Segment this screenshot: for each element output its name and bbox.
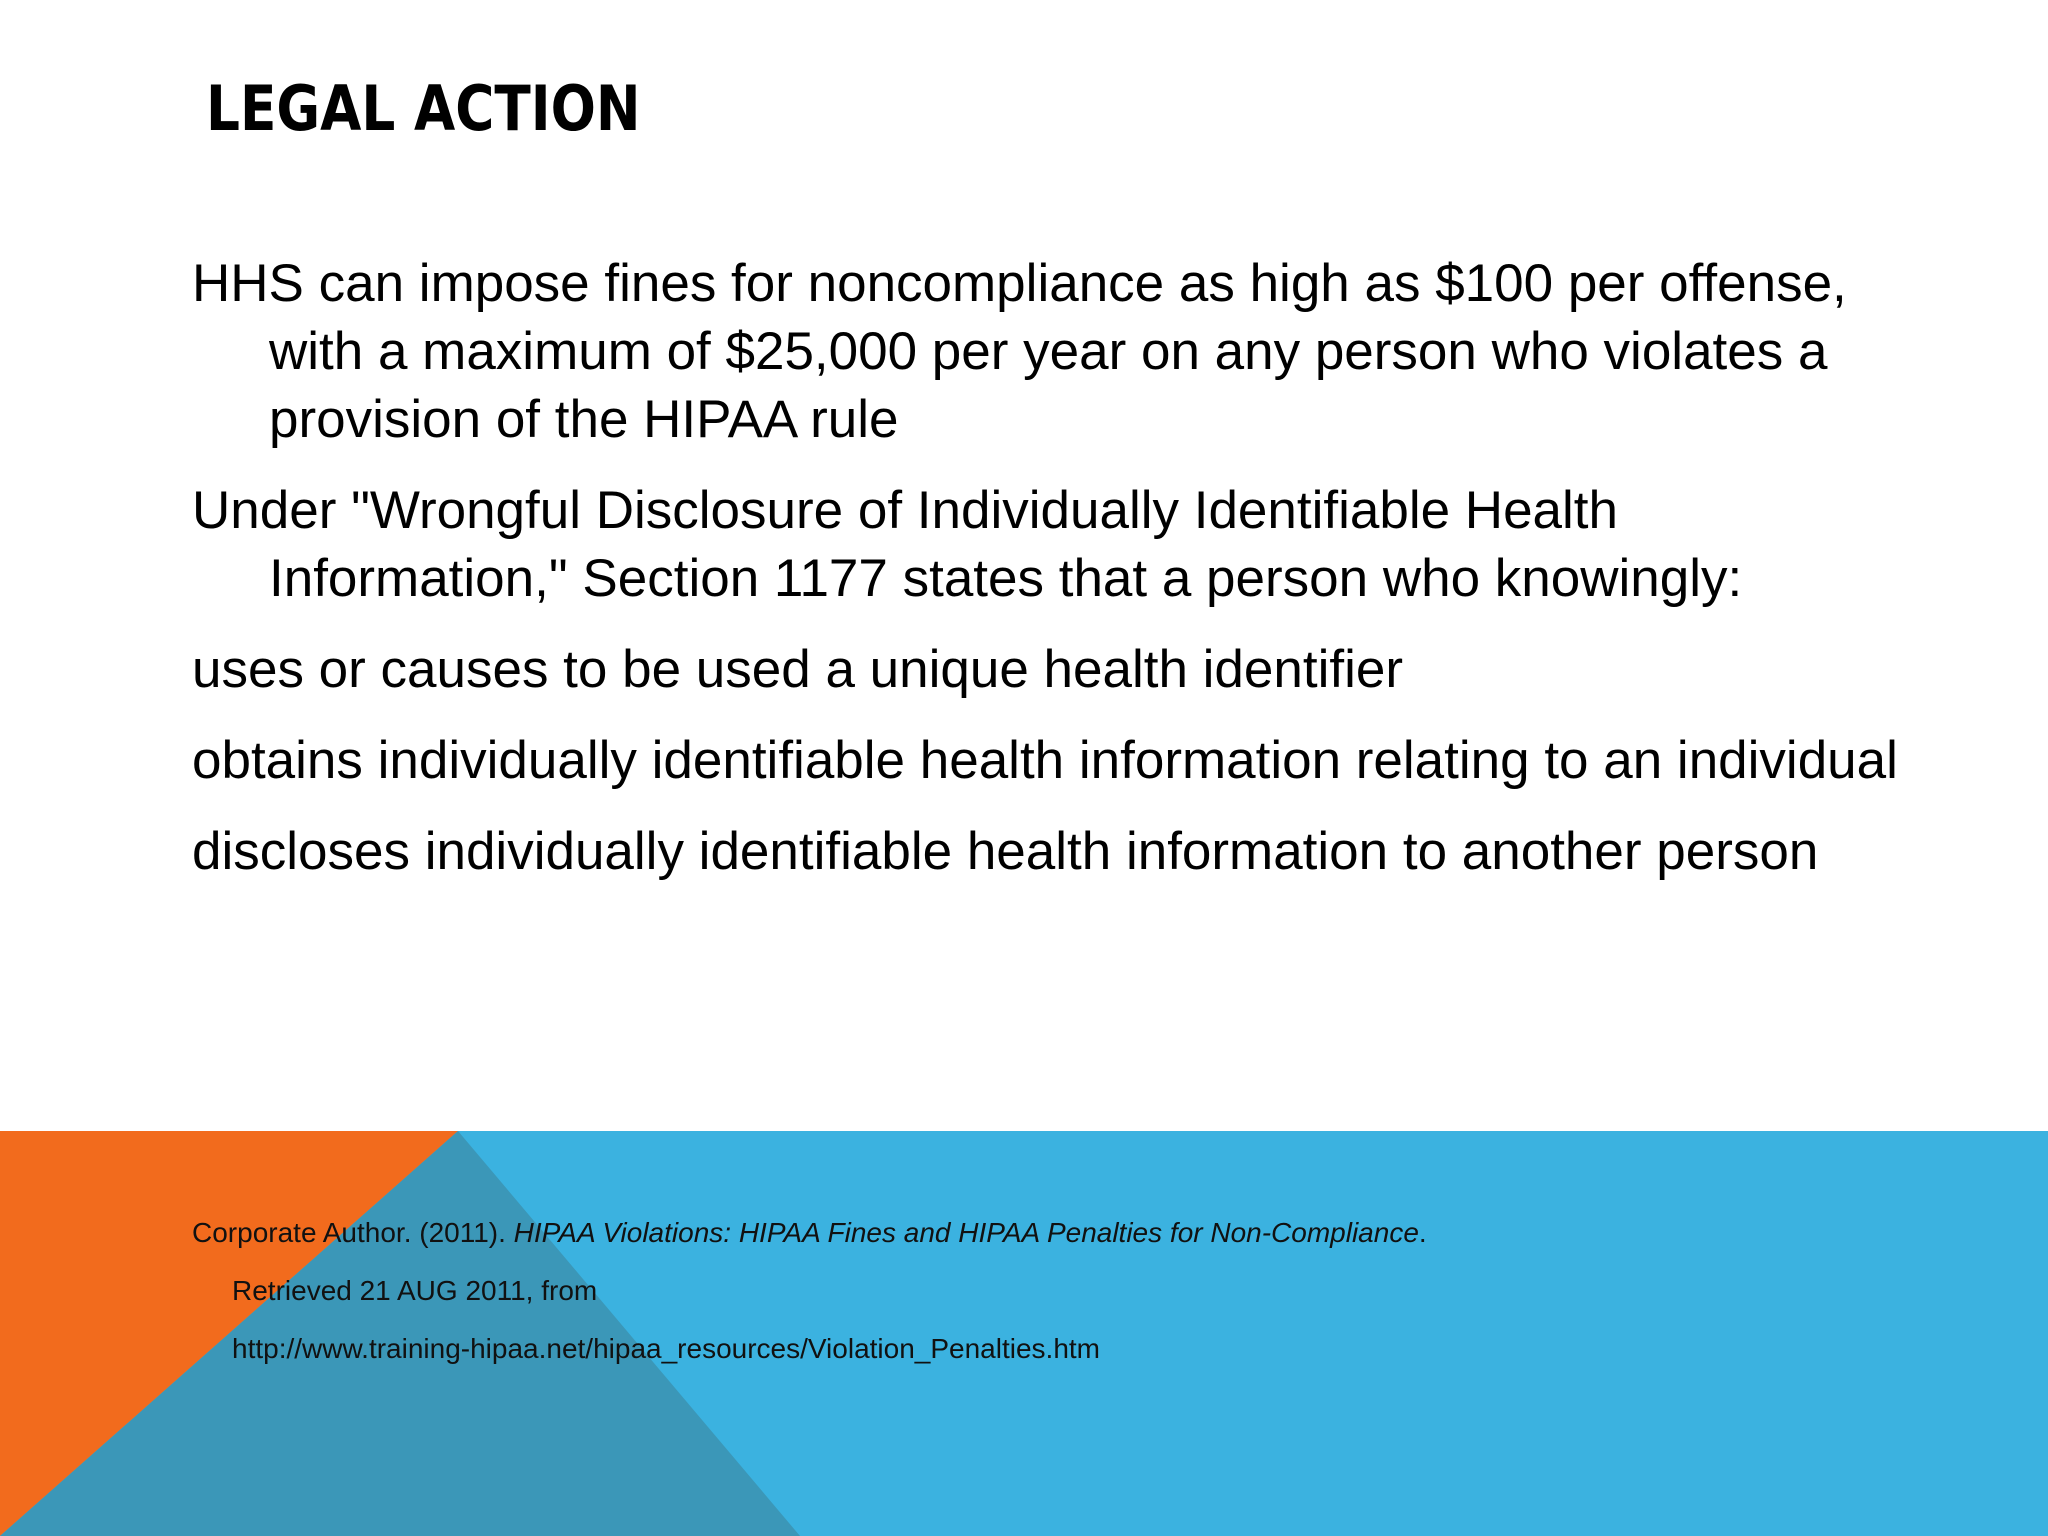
bullet-discloses-information: discloses individually identifiable health information to another person	[192, 822, 1819, 881]
citation-work-title: HIPAA Violations: HIPAA Fines and HIPAA Penalties for Non-Compliance	[513, 1217, 1419, 1248]
citation	[192, 1204, 1892, 1378]
citation-author-year: Corporate Author. (2011).	[192, 1217, 514, 1248]
bullet-list	[192, 250, 1912, 909]
citation-title-end: .	[1418, 1217, 1427, 1248]
bullet-uses-identifier: uses or causes to be used a unique health identifier	[192, 640, 1403, 699]
citation-url: http://www.training-hipaa.net/hipaa_resources/Violation_Penalties.htm	[232, 1333, 1100, 1364]
bullet-fines: HHS can impose fines for noncompliance as high as $100 per offense, with a maximum of $25,000 per year on any person who violates a provision of the HIPAA rule	[192, 254, 1847, 449]
bullet-obtains-information: obtains individually identifiable health information relating to an individual	[192, 731, 1898, 790]
bullet-section-1177: Under "Wrongful Disclosure of Individually Identifiable Health Information," Section 1177 states that a person who knowingly:	[192, 481, 1743, 608]
slide-title: LEGAL ACTION	[206, 72, 641, 145]
citation-line-1	[192, 1204, 1892, 1262]
citation-retrieved: Retrieved 21 AUG 2011, from	[232, 1275, 598, 1306]
